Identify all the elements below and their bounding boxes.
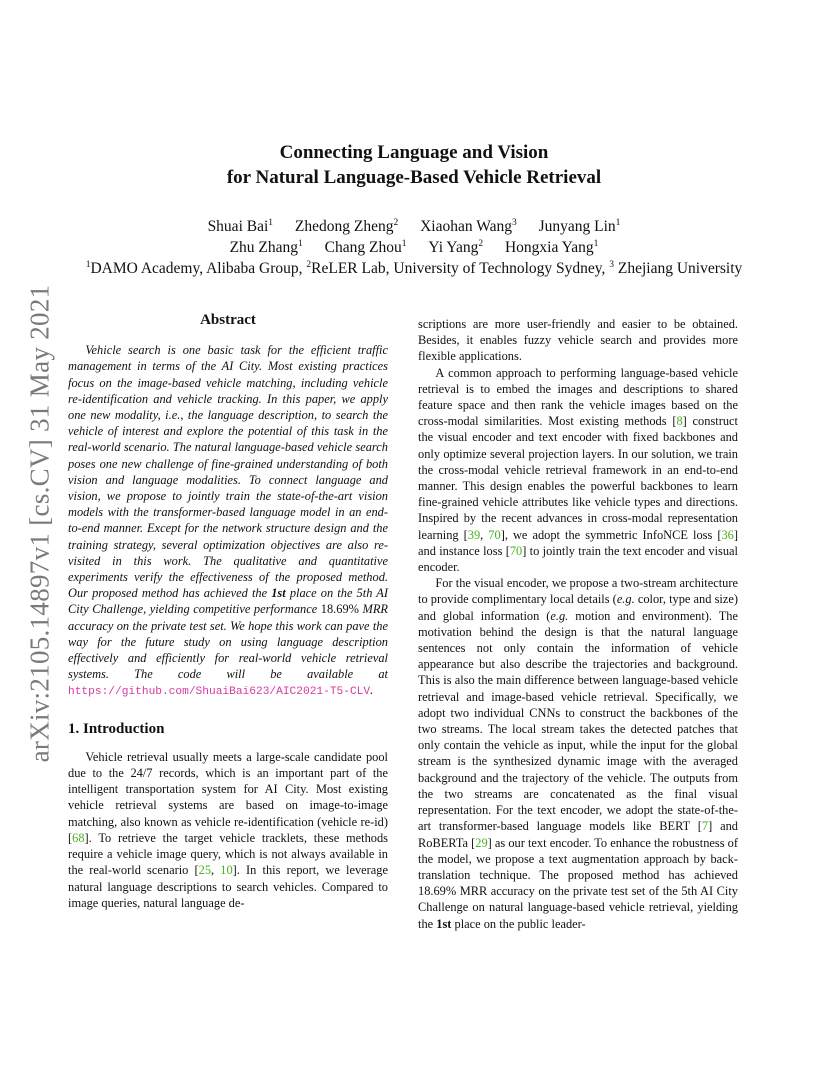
author: Yi Yang$^2$ [428, 239, 484, 256]
left-column [68, 312, 388, 911]
author: Xiaohan Wang$^3$ [420, 218, 517, 235]
right-column [418, 316, 738, 932]
paper-title [0, 140, 828, 190]
intro-paragraph: Vehicle retrieval usually meets a large-scale candidate pool due to the 24/7 records, which is an important part of the intelligent transportation system for AI City. Most existing vehicle retrieval systems are based on image-to-image matching, also known as vehicle re-identification (vehicle re-id) [68]. To retrieve the target vehicle tracklets, these methods require a vehicle image query, which is not always available in the real-world scenario [25, 10]. In this report, we leverage natural language descriptions to search vehicles. Compared to image queries, natural language de- [68, 749, 388, 910]
author: Shuai Bai$^1$ [207, 218, 274, 235]
author: Zhu Zhang$^1$ [229, 239, 303, 256]
citation-link[interactable]: 36 [721, 527, 734, 542]
citation-link[interactable]: 70 [509, 543, 523, 558]
affiliations: $^1$DAMO Academy, Alibaba Group, $^2$ReLER Lab, University of Technology Sydney, $^3$ Zhejiang University [85, 260, 743, 277]
arxiv-identifier: arXiv:2105.14897v1 [cs.CV] 31 May 2021 [24, 284, 55, 762]
citation-link[interactable]: 10 [220, 863, 233, 878]
abstract-heading: Abstract [200, 312, 256, 328]
code-link[interactable]: https://github.com/ShuaiBai623/AIC2021-T5-CLV [68, 686, 371, 699]
citation-link[interactable]: 7 [701, 819, 709, 834]
citation-link[interactable]: 39 [467, 527, 481, 542]
author-block [0, 216, 828, 279]
citation-link[interactable]: 68 [72, 830, 85, 845]
title-line-1: Connecting Language and Vision [279, 142, 549, 163]
citation-link[interactable]: 8 [676, 414, 683, 429]
paragraph: scriptions are more user-friendly and easier to be obtained. Besides, it enables fuzzy vehicle search and provides more flexible applications. [418, 317, 738, 364]
author: Chang Zhou$^1$ [324, 239, 407, 256]
intro-heading: 1. Introduction [68, 720, 165, 737]
citation-link[interactable]: 70 [488, 527, 501, 542]
title-line-2: for Natural Language-Based Vehicle Retrieval [226, 167, 602, 188]
citation-link[interactable]: 25 [198, 863, 212, 878]
paragraph: A common approach to performing language-based vehicle retrieval is to embed the images and descriptions to shared feature space and then rank the vehicle images based on the cross-modal similarities. Most existing methods [8] construct the visual encoder and text encoder with fixed backbones and only optimize several projection layers. In our solution, we train the cross-modal vehicle retrieval framework in an end-to-end manner. This design enables the powerful backbones to learn fine-grained vehicle attributes like vehicle types and directions. Inspired by the recent advances in cross-modal representation learning [39, 70], we adopt the symmetric InfoNCE loss [36] and instance loss [70] to jointly train the text encoder and visual encoder. [418, 365, 738, 575]
paragraph: For the visual encoder, we propose a two-stream architecture to provide complimentary local details (e.g. color, type and size) and global information (e.g. motion and environment). The motivation behind the design is that the natural language sentences not only contain the information of vehicle appearance but also describe the trajectories and background. This is also the main difference between language-based vehicle retrieval and image-based vehicle retrieval. Specifically, we adopt two individual CNNs to construct the backbones of the two streams. The local stream takes the detected patches that only contain the vehicle as input, while the input for the global stream is the synthesized dynamic image with the averaged background and the trajectory of the vehicle. The outputs from the two streams are concatenated as the final visual representation. For the text encoder, we adopt the state-of-the-art transformer-based language models like BERT [7] and RoBERTa [29] as our text encoder. To enhance the robustness of the model, we propose a text augmentation approach by back-translation technique. The proposed method has achieved 18.69% MRR accuracy on the private test set of the 5th AI City Challenge on natural language-based vehicle retrieval, yielding the 1st place on the public leader- [418, 576, 738, 931]
author-row-1 [0, 216, 828, 237]
author: Zhedong Zheng$^2$ [294, 218, 399, 235]
author: Junyang Lin$^1$ [538, 218, 621, 235]
author-row-2 [0, 237, 828, 258]
author: Hongxia Yang$^1$ [504, 239, 599, 256]
citation-link[interactable]: 29 [475, 835, 488, 850]
abstract-body: Vehicle search is one basic task for the efficient traffic management in terms of the AI City. Most existing practices focus on the image-based vehicle matching, including vehicle re-identification and vehicle tracking. In this paper, we apply one new modality, i.e., the language description, to search the vehicle of interest and explore the potential of this task in the real-world scenario. The natural language-based vehicle search poses one new challenge of fine-grained understanding of both vision and language modalities. To connect language and vision, we propose to jointly train the state-of-the-art vision models with the transformer-based language model in an end-to-end manner. Except for the network structure design and the training strategy, several optimization objectives are also re-visited in this work. The qualitative and quantitative experiments verify the effectiveness of the proposed method. Our proposed method has achieved the 1st place on the 5th AI City Challenge, yielding competitive performance 18.69% MRR accuracy on the private test set. We hope this work can pave the way for the future study on using language description effectively and efficiently for real-world vehicle retrieval systems. The code will be available at https://github.com/ShuaiBai623/AIC2021-T5-CLV. [68, 343, 388, 699]
